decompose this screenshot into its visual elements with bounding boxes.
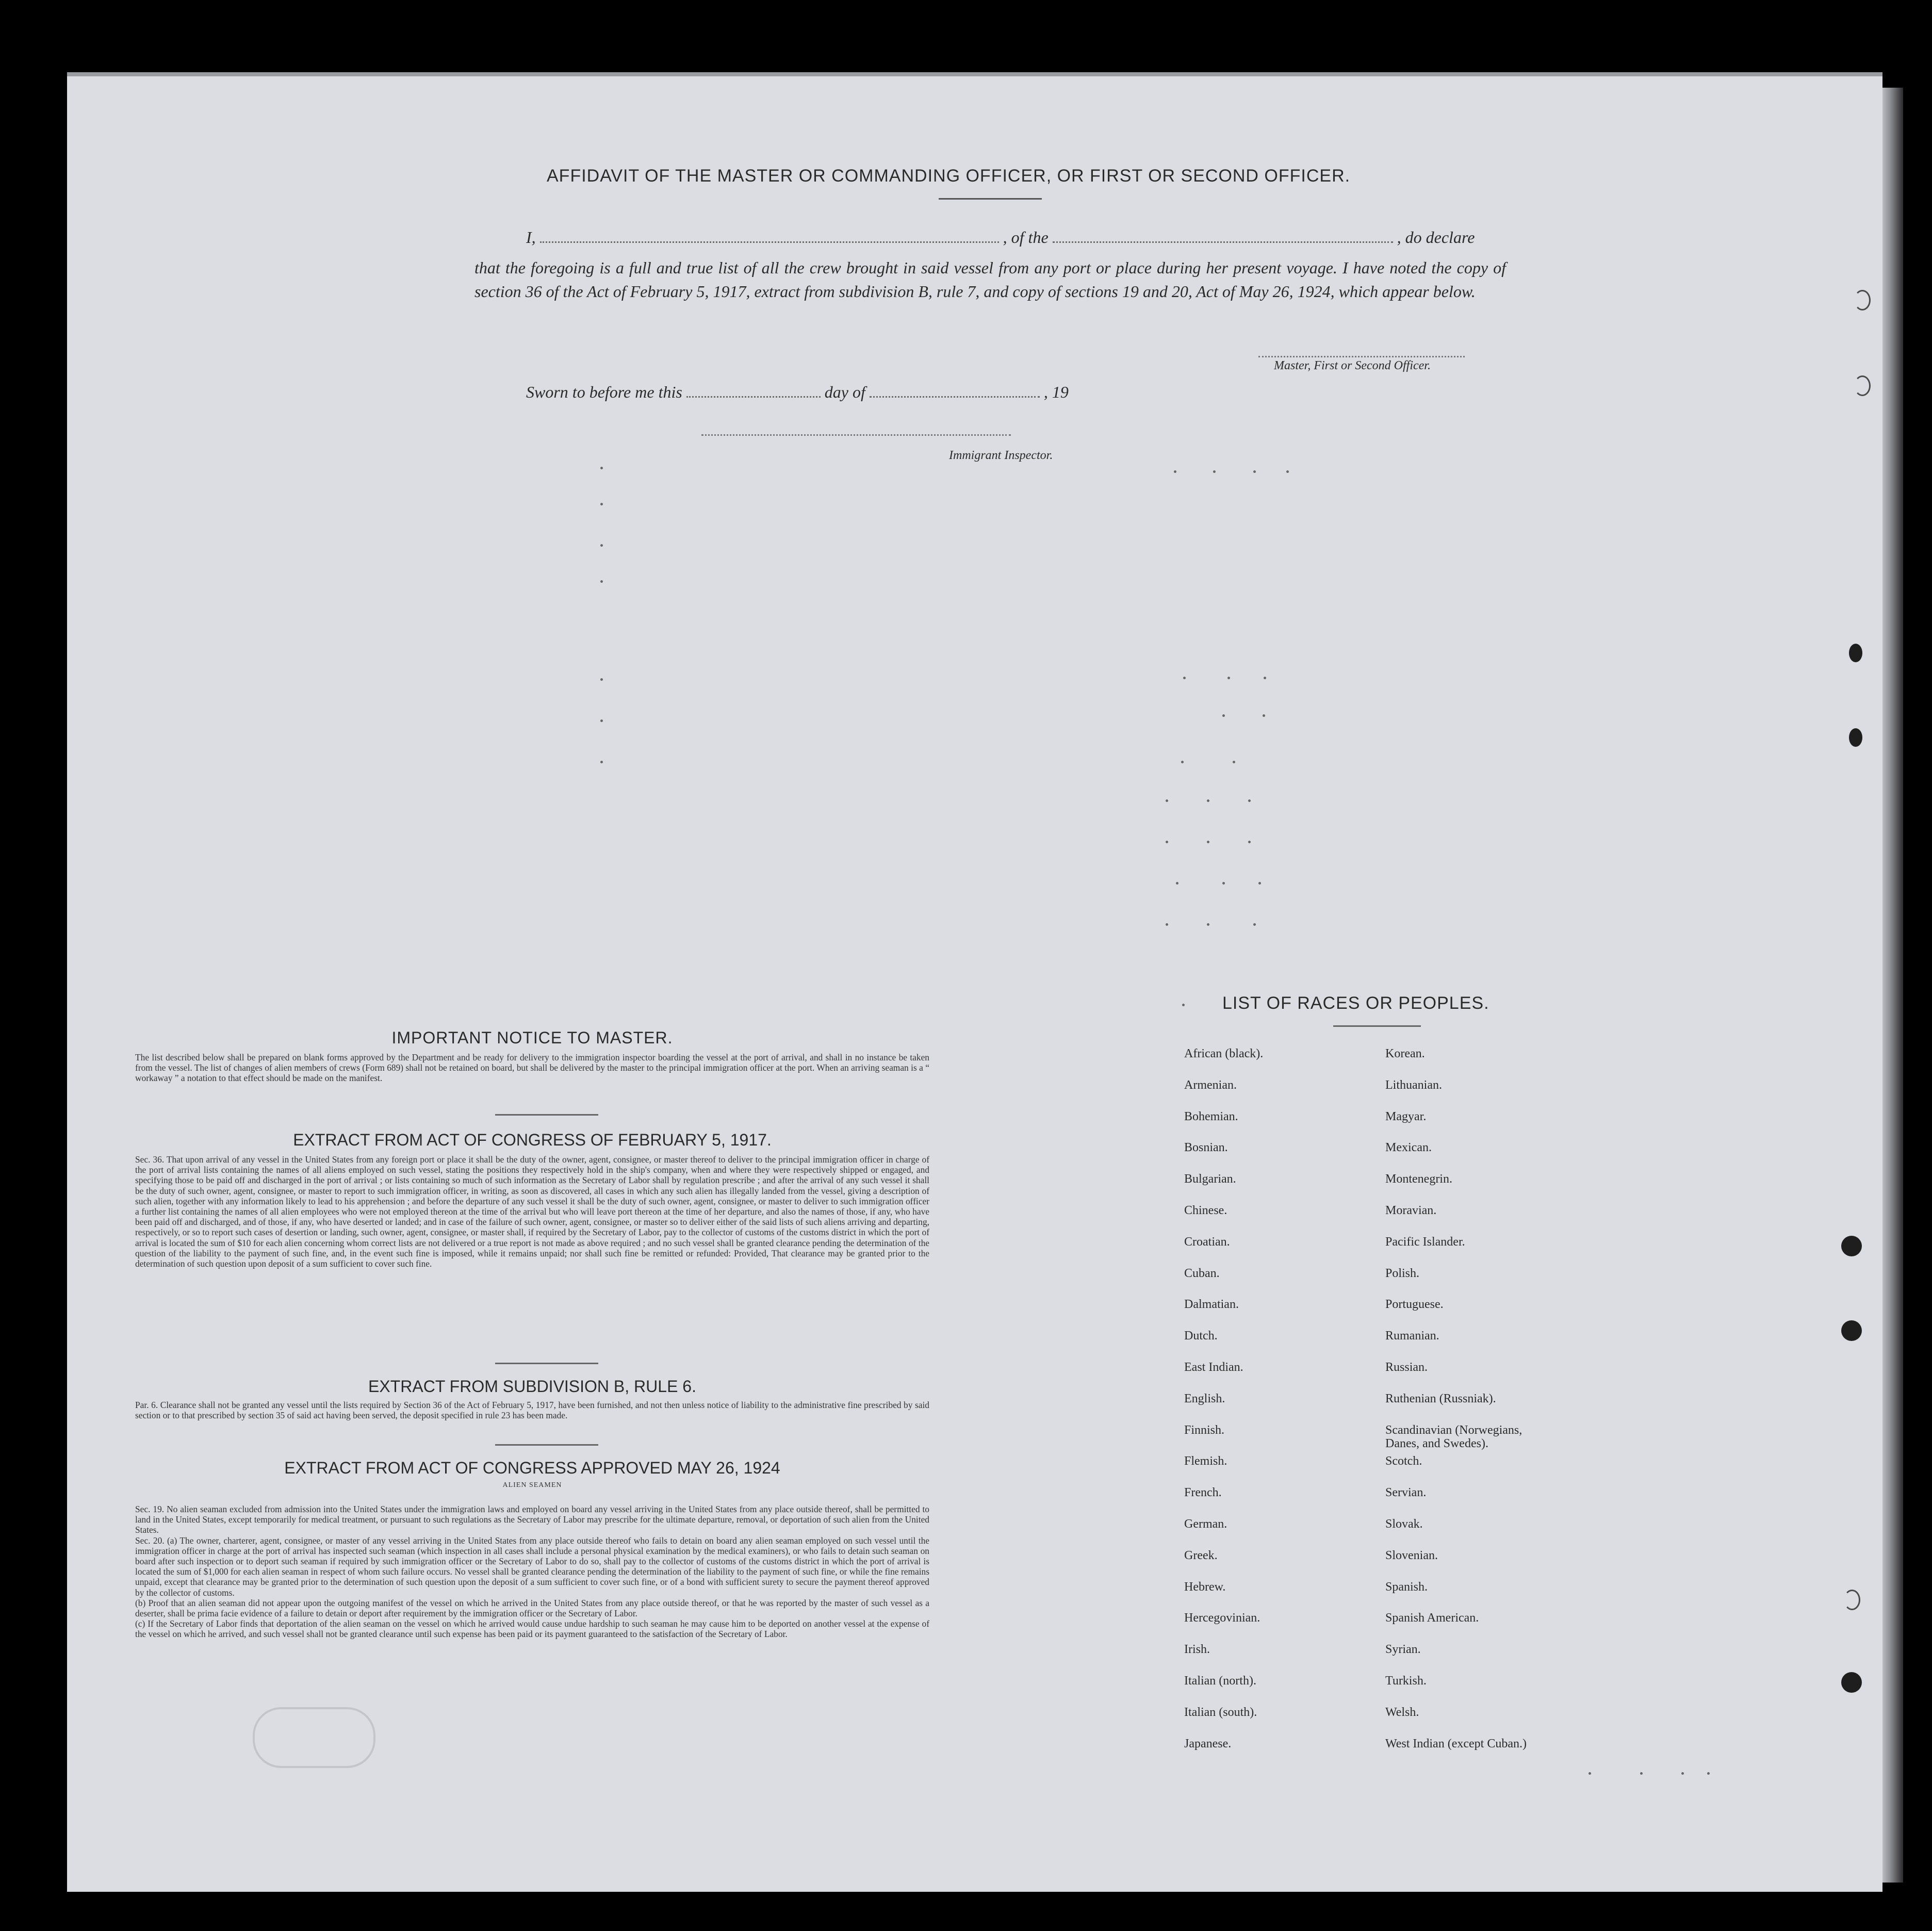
declaration-line	[526, 228, 1506, 247]
race-item: Moravian.	[1385, 1203, 1437, 1217]
dot-mark	[1207, 799, 1209, 802]
inspector-label: Immigrant Inspector.	[949, 449, 1053, 462]
races-title: LIST OF RACES OR PEOPLES.	[1222, 993, 1489, 1013]
dot-mark	[1233, 761, 1235, 763]
race-item: Bosnian.	[1184, 1141, 1228, 1155]
dot-mark	[1222, 714, 1225, 717]
dot-mark	[1166, 923, 1168, 926]
extract-1924-title: EXTRACT FROM ACT OF CONGRESS APPROVED MAY 26, 1924	[284, 1459, 780, 1477]
dot-mark	[600, 761, 603, 763]
dot-mark	[1181, 761, 1184, 763]
extract-1917-title: EXTRACT FROM ACT OF CONGRESS OF FEBRUARY 5, 1917.	[293, 1131, 772, 1149]
race-item: Flemish.	[1184, 1454, 1227, 1468]
dot-mark	[1174, 470, 1176, 473]
dot-mark	[1681, 1772, 1684, 1775]
race-item: Pacific Islander.	[1385, 1235, 1465, 1249]
dot-mark	[600, 678, 603, 681]
race-item: Slovenian.	[1385, 1548, 1438, 1562]
inspector-signature-line[interactable]	[701, 434, 1011, 436]
race-item: Lithuanian.	[1385, 1078, 1442, 1092]
race-item: Syrian.	[1385, 1643, 1421, 1657]
race-item: Japanese.	[1184, 1737, 1232, 1750]
dot-mark	[1248, 841, 1251, 843]
race-item: Dalmatian.	[1184, 1298, 1239, 1312]
race-item: Cuban.	[1184, 1266, 1220, 1280]
extract-1917-text: Sec. 36. That upon arrival of any vessel in the United States from any foreign port or place it shall be the duty of the owner, agent, consignee, or master thereof to deliver to the principal immigration officer in charge of the port of arrival lists containing the names of all aliens employed on such vessel, stating the positions they respectively hold in the ship's company, when and where they were respectively shipped or engaged, and specifying those to be paid off and discharged in the port of arrival ; or lists containing so much of such information as the Secretary of Labor shall by regulation prescribe ; and after the arrival of any such vessel it shall be the duty of such owner, agent, consignee, or master to report to such immigration officer, in writing, as soon as discovered, all cases in which any such alien has illegally landed from the vessel, giving a description of such alien, together with any information likely to lead to his apprehension ; and before the departure of any such vessel it shall be the duty of such owner, agent, consignee, or master to deliver to such immigration officer a further list containing the names of all alien employees who were not employed thereon at the time of the arrival but who will leave port thereon at the time of her departure, and also the names of those, if any, who have been paid off and discharged, and of those, if any, who have deserted or landed; and in case of the failure of such owner, agent, consignee, or master so to deliver either of the said lists of such aliens arriving and departing, respectively, or so to report such cases of desertion or landing, such owner, agent, consignee, or master shall, if required by the Secretary of Labor, pay to the collector of customs of the customs district in which the port of arrival is located the sum of $10 for each alien concerning whom correct lists are not delivered or a true report is not made as above required ; and no such vessel shall be granted clearance pending the determination of the question of the liability to the payment of such fine, and, in the event such fine is imposed, while it remains unpaid; nor shall such fine be remitted or refunded: Provided, That clearance may be granted prior to the determination of such question upon deposit of a sum sufficient to cover such fine.	[135, 1154, 929, 1269]
race-item: East Indian.	[1184, 1360, 1243, 1374]
sec20a-paragraph: Sec. 20. (a) The owner, charterer, agent, consignee, or master of any vessel arriving in the United States from any place outside thereof who fails to detain on board any alien seaman employed on such vessel until the immigration officer in charge at the port of arrival has inspected such seaman (which inspection in all cases shall include a personal physical examination by the medical examiners), or who fails to detain such seaman on board after such inspection or to deport such seaman if required by such immigration officer or the Secretary of Labor to do so, shall pay to the collector of customs of the customs district in which the port of arrival is located the sum of $1,000 for each alien seaman in respect of whom such failure occurs. No vessel shall be granted clearance pending the determination of the liability to the payment of such fine, or while the fine remains unpaid, except that clearance may be granted prior to the determination of such question upon the deposit of a sum sufficient to cover such fine, or of a bond with sufficient surety to secure the payment thereof approved by the collector of customs.	[135, 1535, 929, 1598]
of-the-label: , of the	[1003, 228, 1049, 247]
punch-hole	[1849, 644, 1862, 662]
divider	[495, 1444, 598, 1446]
race-item: Irish.	[1184, 1643, 1210, 1657]
dot-mark	[1207, 923, 1209, 926]
extract-rule6-text: Par. 6. Clearance shall not be granted any vessel until the lists required by Section 36 of the Act of February 5, 1917, have been furnished, and not then unless notice of liability to the administrative fine prescribed by said section or to that prescribed by section 35 of said act having been served, the deposit specified in rule 23 has been made.	[135, 1400, 929, 1421]
race-item: Italian (south).	[1184, 1705, 1257, 1719]
dot-mark	[1213, 470, 1216, 473]
sec19-paragraph: Sec. 19. No alien seaman excluded from admission into the United States under the immigration laws and employed on board any vessel arriving in the United States from any place outside thereof, shall be permitted to land in the United States, except temporarily for medical treatment, or pursuant to such regulations as the Secretary of Labor may prescribe for the ultimate departure, removal, or deportation of such alien from the United States.	[135, 1504, 929, 1535]
extract-rule6-title: EXTRACT FROM SUBDIVISION B, RULE 6.	[368, 1377, 696, 1396]
page-edge	[1882, 88, 1903, 1883]
vessel-blank[interactable]	[1053, 241, 1393, 243]
dot-mark	[1248, 799, 1251, 802]
affidavit-title: AFFIDAVIT OF THE MASTER OR COMMANDING OFFICER, OR FIRST OR SECOND OFFICER.	[547, 166, 1351, 186]
dot-mark	[600, 467, 603, 469]
race-item: Chinese.	[1184, 1203, 1227, 1217]
dot-mark	[1286, 470, 1289, 473]
race-item: Magyar.	[1385, 1109, 1427, 1123]
master-label: Master, First or Second Officer.	[1274, 359, 1431, 372]
day-of-label: day of	[824, 383, 865, 401]
race-item: Ruthenian (Russniak).	[1385, 1392, 1496, 1405]
race-item: African (black).	[1184, 1047, 1264, 1060]
punch-hole	[1844, 1590, 1860, 1610]
race-column-2	[1385, 1047, 1592, 1768]
race-item: Polish.	[1385, 1266, 1420, 1280]
master-signature-line[interactable]	[1258, 356, 1465, 357]
dot-mark	[1166, 799, 1168, 802]
sec20b-paragraph: (b) Proof that an alien seaman did not appear upon the outgoing manifest of the vessel on which he arrived in the United States from any place outside thereof, or that he was reported by the master of such vessel as a deserter, shall be prima facie evidence of a failure to detain or deport after requirement by the immigration officer or the Secretary of Labor.	[135, 1597, 929, 1619]
dot-mark	[1182, 1004, 1185, 1006]
sworn-label: Sworn to before me this	[526, 383, 682, 401]
notice-title: IMPORTANT NOTICE TO MASTER.	[391, 1028, 673, 1047]
dot-mark	[1589, 1772, 1591, 1775]
race-item: Scotch.	[1385, 1454, 1422, 1468]
name-blank[interactable]	[540, 241, 999, 243]
dot-mark	[1227, 677, 1230, 679]
race-item: Greek.	[1184, 1548, 1218, 1562]
extract-1924-text	[135, 1504, 929, 1640]
dot-mark	[1253, 923, 1256, 926]
race-item: Rumanian.	[1385, 1329, 1439, 1343]
divider	[495, 1363, 598, 1364]
title-rule	[939, 198, 1042, 200]
sworn-line	[526, 383, 1197, 402]
i-label: I,	[526, 228, 536, 247]
race-item: Italian (north).	[1184, 1674, 1256, 1688]
extract-1924-subtitle: ALIEN SEAMEN	[502, 1481, 562, 1489]
month-blank[interactable]	[870, 396, 1040, 398]
race-item: Servian.	[1385, 1486, 1427, 1500]
day-blank[interactable]	[686, 396, 821, 398]
race-item: Hebrew.	[1184, 1580, 1226, 1594]
sec20c-paragraph: (c) If the Secretary of Labor finds that deportation of the alien seaman on the vessel on which he arrived would cause undue hardship to such seaman he may cause him to be deported on another vessel at the expense of the vessel on which he arrived, and such vessel shall not be granted clearance until such expense has been paid or its payment guaranteed to the satisfaction of the Secretary of Labor.	[135, 1618, 929, 1640]
dot-mark	[1207, 841, 1209, 843]
declaration-body: that the foregoing is a full and true list of all the crew brought in said vessel from any port or place during her present voyage. I have noted the copy of section 36 of the Act of February 5, 1917, extract from subdivision B, rule 7, and copy of sections 19 and 20, Act of May 26, 1924, which appear below.	[474, 258, 1506, 301]
dot-mark	[1166, 841, 1168, 843]
dot-mark	[1707, 1772, 1710, 1775]
dot-mark	[1258, 882, 1261, 885]
race-item: Russian.	[1385, 1360, 1428, 1374]
race-item: Slovak.	[1385, 1517, 1423, 1531]
dot-mark	[600, 580, 603, 583]
punch-hole	[1841, 1672, 1862, 1693]
notice-text: The list described below shall be prepared on blank forms approved by the Department and be ready for delivery to the immigration inspector boarding the vessel at the port of arrival, and shall in no instance be taken from the vessel. The list of changes of alien members of crews (Form 689) shall not be retained on board, but shall be delivered by the master to the principal immigration officer at the port. When an arriving seaman is a “ workaway ” a notation to that effect should be made on the manifest.	[135, 1052, 929, 1084]
race-item: Croatian.	[1184, 1235, 1230, 1249]
race-column-1	[1184, 1047, 1401, 1768]
race-item: English.	[1184, 1392, 1225, 1405]
race-item: Armenian.	[1184, 1078, 1237, 1092]
race-item: Turkish.	[1385, 1674, 1427, 1688]
race-item: Welsh.	[1385, 1705, 1419, 1719]
race-item: Portuguese.	[1385, 1298, 1444, 1312]
dot-mark	[1264, 677, 1266, 679]
punch-hole	[1849, 728, 1862, 747]
race-item: Scandinavian (Norwegians, Danes, and Swedes).	[1385, 1423, 1522, 1450]
race-item: Hercegovinian.	[1184, 1611, 1260, 1625]
dot-mark	[1176, 882, 1178, 885]
race-item: Korean.	[1385, 1047, 1425, 1060]
divider	[495, 1114, 598, 1116]
faded-stamp	[253, 1707, 375, 1768]
dot-mark	[600, 503, 603, 505]
race-item: Montenegrin.	[1385, 1172, 1452, 1186]
race-item: Dutch.	[1184, 1329, 1218, 1343]
races-rule	[1333, 1025, 1421, 1027]
race-item: French.	[1184, 1486, 1222, 1500]
punch-hole	[1854, 375, 1871, 396]
year-prefix: , 19	[1043, 383, 1069, 401]
punch-hole	[1854, 290, 1871, 310]
do-declare-label: , do declare	[1397, 228, 1475, 247]
dot-mark	[600, 544, 603, 547]
race-item: Finnish.	[1184, 1423, 1225, 1437]
dot-mark	[1222, 882, 1225, 885]
race-item: West Indian (except Cuban.)	[1385, 1737, 1527, 1750]
race-item: Spanish American.	[1385, 1611, 1479, 1625]
dot-mark	[1263, 714, 1265, 717]
punch-hole	[1841, 1320, 1862, 1341]
race-item: Mexican.	[1385, 1141, 1432, 1155]
dot-mark	[1640, 1772, 1643, 1775]
race-item: Spanish.	[1385, 1580, 1428, 1594]
race-item: Bulgarian.	[1184, 1172, 1236, 1186]
dot-mark	[1183, 677, 1186, 679]
race-item: Bohemian.	[1184, 1109, 1238, 1123]
race-item: German.	[1184, 1517, 1227, 1531]
dot-mark	[1253, 470, 1256, 473]
dot-mark	[600, 719, 603, 722]
punch-hole	[1841, 1236, 1862, 1256]
